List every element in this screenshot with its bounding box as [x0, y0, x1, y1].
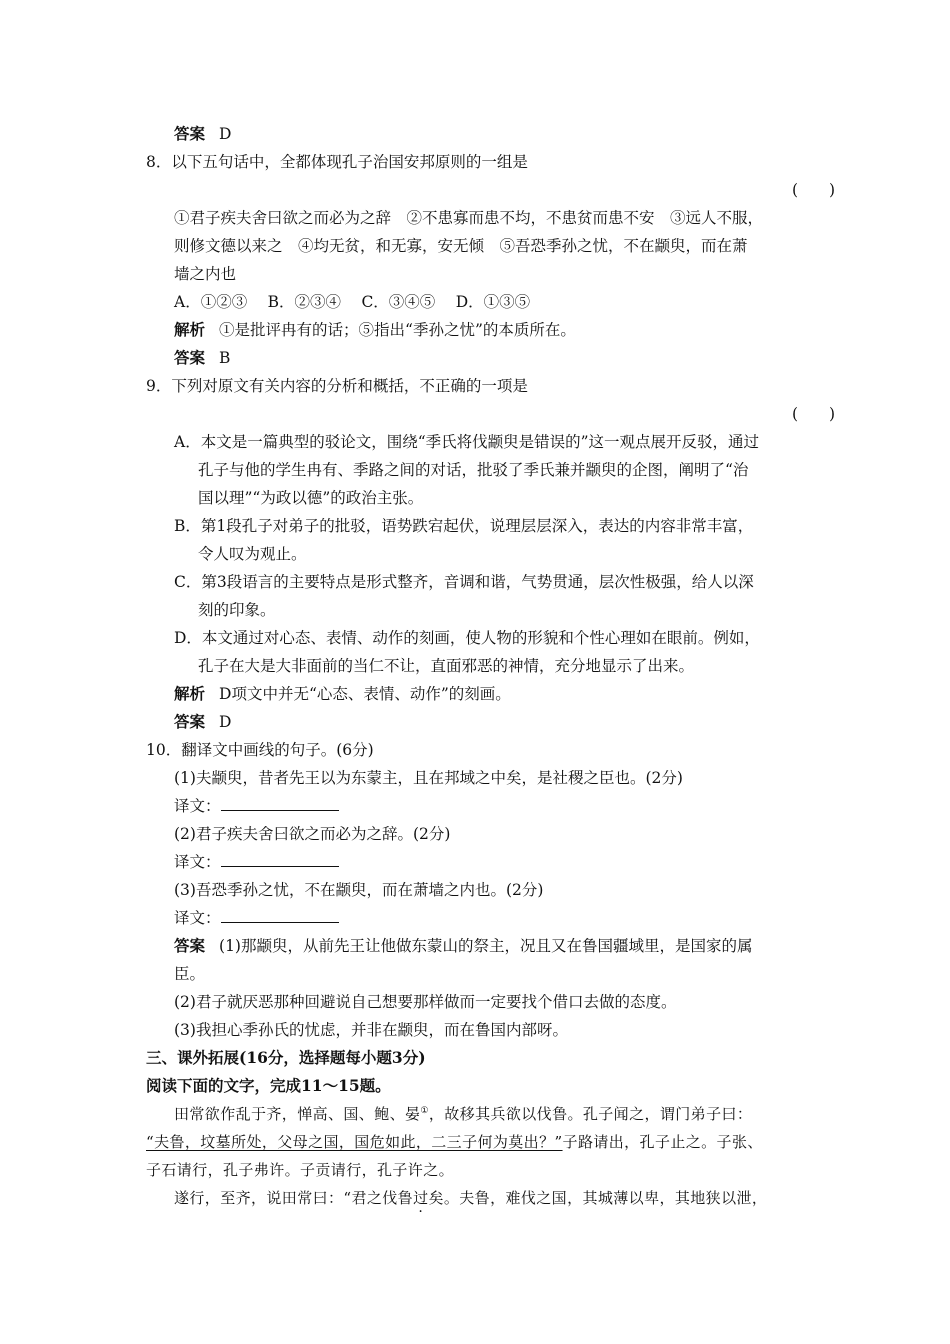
q9-analysis [174, 684, 511, 704]
q8-text-line: 墙之内也 [174, 265, 237, 283]
q9-answer [174, 712, 231, 732]
analysis-label: 解析 [174, 684, 206, 703]
q8-text-line: ①君子疾夫舍曰欲之而必为之辞 ②不患寡而患不均，不患贫而患不安 ③远人不服， [174, 209, 764, 227]
analysis-text: D项文中并无“心态、表情、动作”的刻画。 [219, 685, 511, 703]
answer-label: 答案 [174, 936, 206, 955]
footnote-marker: ① [420, 1106, 429, 1116]
q9-option-a: A．本文是一篇典型的驳论文，围绕“季氏将伐颛臾是错误的”这一观点展开反驳，通过 [174, 433, 760, 451]
translation-blank[interactable] [221, 908, 339, 923]
q9-option-c: 刻的印象。 [198, 601, 276, 619]
answer-label: 答案 [174, 348, 206, 367]
q10-translation-1 [174, 796, 339, 816]
q8-answer-paren: ( ) [792, 181, 836, 199]
q8-text-line: 则修文德以来之 ④均无贫，和无寡，安无倾 ⑤吾恐季孙之忧，不在颛臾，而在萧 [174, 237, 748, 255]
q10-answer-1-cont: 臣。 [174, 965, 206, 983]
q10-sentence-1: (1)夫颛臾，昔者先王以为东蒙主，且在邦域之中矣，是社稷之臣也。(2分) [174, 769, 683, 787]
passage-line: 子石请行，孔子弗许。子贡请行，孔子许之。 [146, 1161, 455, 1179]
passage-line [146, 1132, 763, 1152]
passage-text: 矣。夫鲁，难伐之国，其城薄以卑，其地狭以泄， [428, 1189, 768, 1207]
passage-line [174, 1104, 752, 1124]
translation-label: 译文： [174, 909, 221, 927]
passage-text: 子路请出，孔子止之。子张、 [562, 1133, 763, 1151]
q8-options: A．①②③ B．②③④ C．③④⑤ D．①③⑤ [174, 293, 531, 311]
answer-value: D [219, 125, 232, 143]
q10-answer-2: (2)君子就厌恶那种回避说自己想要那样做而一定要找个借口去做的态度。 [174, 993, 677, 1011]
q10-translation-2 [174, 852, 339, 872]
q9-answer-paren: ( ) [792, 405, 836, 423]
translation-blank[interactable] [221, 796, 339, 811]
q9-option-c: C．第3段语言的主要特点是形式整齐，音调和谐，气势贯通，层次性极强，给人以深 [174, 573, 754, 591]
passage-text: 田常欲作乱于齐，惮高、国、鲍、晏 [174, 1105, 421, 1123]
q8-answer [174, 348, 230, 368]
passage-text: ，故移其兵欲以伐鲁。孔子闻之，谓门弟子曰： [428, 1105, 753, 1123]
q10-sentence-3: (3)吾恐季孙之忧，不在颛臾，而在萧墙之内也。(2分) [174, 881, 544, 899]
analysis-label: 解析 [174, 320, 206, 339]
translation-label: 译文： [174, 853, 221, 871]
translation-blank[interactable] [221, 852, 339, 867]
answer-text: (1)那颛臾，从前先王让他做东蒙山的祭主，况且又在鲁国疆域里，是国家的属 [219, 937, 753, 955]
answer-value: B [219, 349, 231, 367]
q9-option-d: 孔子在大是大非面前的当仁不让，直面邪恶的神情，充分地显示了出来。 [198, 657, 695, 675]
q9-stem: 9．下列对原文有关内容的分析和概括，不正确的一项是 [146, 377, 528, 395]
q10-answer-3: (3)我担心季孙氏的忧虑，并非在颛臾，而在鲁国内部呀。 [174, 1021, 568, 1039]
q10-answer-1 [174, 936, 752, 956]
q10-translation-3 [174, 908, 339, 928]
q8-analysis [174, 320, 576, 340]
q10-sentence-2: (2)君子疾夫舍曰欲之而必为之辞。(2分) [174, 825, 451, 843]
q9-option-a: 国以理”“为政以德”的政治主张。 [198, 489, 424, 507]
underlined-sentence: “夫鲁，坟墓所处，父母之国，国危如此，二三子何为莫出？” [146, 1133, 563, 1151]
reading-instruction: 阅读下面的文字，完成11～15题。 [146, 1076, 391, 1095]
q9-option-d: D．本文通过对心态、表情、动作的刻画，使人物的形貌和个性心理如在眼前。例如， [174, 629, 760, 647]
emphasis-dotted-char: 过 [413, 1189, 429, 1207]
q9-option-b: B．第1段孔子对弟子的批驳，语势跌宕起伏，说理层层深入，表达的内容非常丰富， [174, 517, 754, 535]
section-title: 三、课外拓展(16分，选择题每小题3分) [146, 1048, 426, 1067]
q10-stem: 10．翻译文中画线的句子。(6分) [146, 741, 374, 759]
answer-label: 答案 [174, 712, 206, 731]
passage-line [174, 1188, 767, 1208]
q9-option-a: 孔子与他的学生冉有、季路之间的对话，批驳了季氏兼并颛臾的企图，阐明了“治 [198, 461, 749, 479]
translation-label: 译文： [174, 797, 221, 815]
q7-answer [174, 124, 231, 144]
passage-text: 遂行，至齐，说田常曰：“君之伐鲁 [174, 1189, 414, 1207]
answer-value: D [219, 713, 232, 731]
q8-stem: 8．以下五句话中，全都体现孔子治国安邦原则的一组是 [146, 153, 528, 171]
analysis-text: ①是批评冉有的话；⑤指出“季孙之忧”的本质所在。 [219, 321, 576, 339]
q9-option-b: 令人叹为观止。 [198, 545, 307, 563]
answer-label: 答案 [174, 124, 206, 143]
